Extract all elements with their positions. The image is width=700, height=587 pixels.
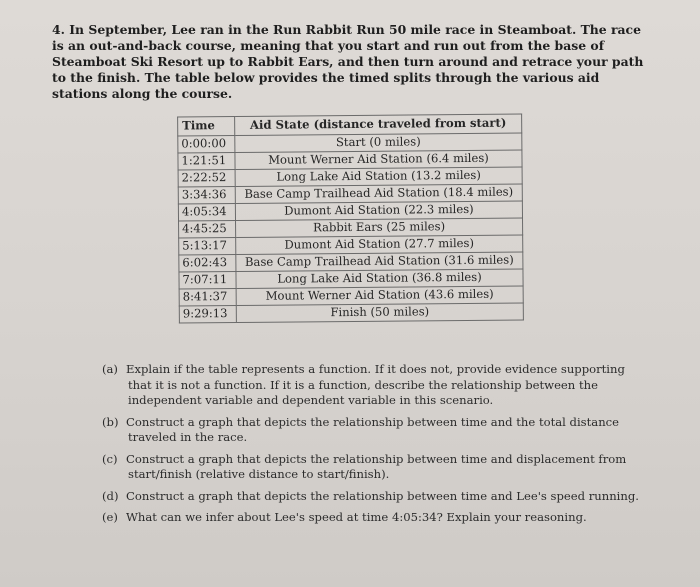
station-cell: Rabbit Ears (25 miles): [236, 218, 523, 238]
question-label: (c): [102, 451, 118, 466]
time-cell: 2:22:52: [178, 170, 235, 187]
station-cell: Start (0 miles): [235, 133, 522, 153]
time-cell: 8:41:37: [179, 289, 236, 306]
time-cell: 4:45:25: [179, 221, 236, 238]
station-cell: Long Lake Aid Station (36.8 miles): [236, 269, 523, 289]
question-label: (e): [102, 510, 118, 524]
time-cell: 1:21:51: [178, 153, 235, 170]
time-cell: 0:00:00: [178, 136, 235, 153]
time-cell: 6:02:43: [179, 255, 236, 272]
station-cell: Dumont Aid Station (22.3 miles): [235, 201, 522, 221]
station-cell: Long Lake Aid Station (13.2 miles): [235, 167, 522, 187]
time-column-header: Time: [178, 117, 235, 136]
question-d: [102, 489, 647, 505]
table-row: [179, 303, 523, 323]
time-cell: 3:34:36: [178, 187, 235, 204]
question-label: (a): [102, 362, 118, 376]
question-c: [102, 452, 647, 483]
time-cell: 5:13:17: [179, 238, 236, 255]
question-a: [102, 362, 647, 409]
splits-table: [177, 113, 524, 323]
question-e: [102, 510, 647, 526]
problem-number: 4.: [52, 22, 65, 37]
question-text: Construct a graph that depicts the relationship between time and Lee's speed running.: [126, 488, 639, 503]
station-cell: Base Camp Trailhead Aid Station (31.6 miles): [236, 252, 523, 272]
station-cell: Mount Werner Aid Station (43.6 miles): [236, 286, 523, 306]
problem-statement: [52, 22, 644, 102]
question-text: Explain if the table represents a function. If it does not, provide evidence supporting that it is not a function. If it is a function, describe the relationship between the independent variable and dependent variable in this scenario.: [126, 362, 625, 407]
station-cell: Dumont Aid Station (27.7 miles): [236, 235, 523, 255]
time-cell: 4:05:34: [178, 204, 235, 221]
station-cell: Base Camp Trailhead Aid Station (18.4 miles): [235, 184, 522, 204]
question-label: (d): [102, 488, 119, 503]
question-text: Construct a graph that depicts the relationship between time and displacement from start/finish (relative distance to start/finish).: [126, 451, 627, 481]
problem-text: In September, Lee ran in the Run Rabbit Run 50 mile race in Steamboat. The race is an out-and-back course, meaning that you start and run out from the base of Steamboat Ski Resort up to Rabbit Ears, and then turn around and retrace your path to the finish. The table below provides the timed splits through the various aid stations along the course.: [52, 22, 644, 101]
question-text: What can we infer about Lee's speed at time 4:05:34? Explain your reasoning.: [126, 510, 587, 524]
station-cell: Mount Werner Aid Station (6.4 miles): [235, 150, 522, 170]
station-cell: Finish (50 miles): [236, 303, 523, 323]
question-text: Construct a graph that depicts the relationship between time and the total distance traveled in the race.: [126, 414, 620, 444]
question-label: (b): [102, 414, 119, 429]
time-cell: 7:07:11: [179, 272, 236, 289]
time-cell: 9:29:13: [179, 306, 236, 323]
question-list: [102, 362, 647, 532]
question-b: [102, 415, 647, 446]
station-column-header: Aid State (distance traveled from start): [235, 114, 522, 136]
